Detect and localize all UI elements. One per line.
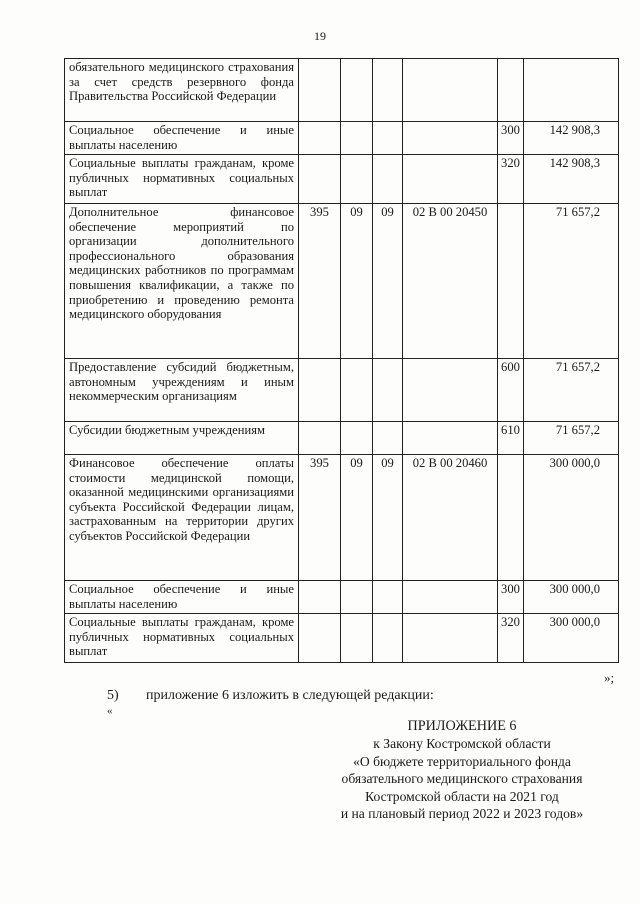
- item-text: приложение 6 изложить в следующей редакции:: [146, 688, 434, 703]
- expense-type-code: [498, 59, 524, 122]
- subsection-code: [373, 422, 403, 455]
- expense-type-code: 320: [498, 614, 524, 663]
- opening-quote: «: [107, 705, 113, 717]
- subsection-code: 09: [373, 455, 403, 581]
- table-row: [65, 155, 619, 204]
- section-code: [341, 59, 373, 122]
- admin-code: [299, 581, 341, 614]
- table-row: [65, 581, 619, 614]
- target-code: 02 В 00 20460: [403, 455, 498, 581]
- section-code: [341, 155, 373, 204]
- target-code: [403, 614, 498, 663]
- section-code: 09: [341, 204, 373, 359]
- expense-type-code: 300: [498, 581, 524, 614]
- target-code: [403, 359, 498, 422]
- expense-type-code: 300: [498, 122, 524, 155]
- subsection-code: [373, 581, 403, 614]
- admin-code: [299, 422, 341, 455]
- section-code: [341, 122, 373, 155]
- subsection-code: [373, 359, 403, 422]
- section-code: [341, 422, 373, 455]
- table-row: [65, 359, 619, 422]
- closing-quote: »;: [604, 670, 615, 685]
- page-number: 19: [314, 29, 326, 43]
- section-code: [341, 359, 373, 422]
- admin-code: [299, 155, 341, 204]
- row-name: обязательного медицинского страхования за счет средств резервного фонда Правительства Российской Федерации: [65, 59, 299, 122]
- subsection-code: [373, 59, 403, 122]
- target-code: [403, 581, 498, 614]
- amount: [524, 59, 619, 122]
- budget-table: [64, 58, 619, 663]
- target-code: [403, 122, 498, 155]
- section-code: [341, 581, 373, 614]
- amount: 300 000,0: [524, 455, 619, 581]
- appendix-header: [320, 718, 604, 822]
- target-code: [403, 59, 498, 122]
- row-name: Дополнительное финансовое обеспечение мероприятий по организации дополнительного профессионального образования медицинских работников по программам повышения квалификации, а также по приобретению и проведению ремонта медицинского оборудования: [65, 204, 299, 359]
- row-name: Социальное обеспечение и иные выплаты населению: [65, 581, 299, 614]
- row-name: Социальные выплаты гражданам, кроме публичных нормативных социальных выплат: [65, 614, 299, 663]
- expense-type-code: 610: [498, 422, 524, 455]
- admin-code: [299, 59, 341, 122]
- amount: 142 908,3: [524, 122, 619, 155]
- admin-code: 395: [299, 204, 341, 359]
- appendix-line: обязательного медицинского страхования: [341, 771, 583, 787]
- table-row: [65, 422, 619, 455]
- subsection-code: [373, 122, 403, 155]
- item-number: 5): [107, 688, 119, 703]
- row-name: Социальные выплаты гражданам, кроме публичных нормативных социальных выплат: [65, 155, 299, 204]
- amount: 300 000,0: [524, 581, 619, 614]
- expense-type-code: [498, 204, 524, 359]
- amount: 71 657,2: [524, 204, 619, 359]
- admin-code: [299, 359, 341, 422]
- target-code: [403, 155, 498, 204]
- target-code: [403, 422, 498, 455]
- subsection-code: [373, 155, 403, 204]
- row-name: Социальное обеспечение и иные выплаты населению: [65, 122, 299, 155]
- appendix-line: Костромской области на 2021 год: [365, 788, 559, 804]
- row-name: Предоставление субсидий бюджетным, автономным учреждениям и иным некоммерческим организациям: [65, 359, 299, 422]
- subsection-code: 09: [373, 204, 403, 359]
- expense-type-code: [498, 455, 524, 581]
- table-row: [65, 204, 619, 359]
- row-name: Финансовое обеспечение оплаты стоимости медицинской помощи, оказанной медицинскими организациями субъекта Российской Федерации лицам, застрахованным на территории других субъектов Российской Федерации: [65, 455, 299, 581]
- section-code: [341, 614, 373, 663]
- expense-type-code: 600: [498, 359, 524, 422]
- amount: 71 657,2: [524, 422, 619, 455]
- subsection-code: [373, 614, 403, 663]
- table-row: [65, 614, 619, 663]
- appendix-line: к Закону Костромской области: [373, 736, 551, 752]
- amount: 142 908,3: [524, 155, 619, 204]
- appendix-title: ПРИЛОЖЕНИЕ 6: [407, 718, 517, 734]
- amount: 300 000,0: [524, 614, 619, 663]
- expense-type-code: 320: [498, 155, 524, 204]
- section-code: 09: [341, 455, 373, 581]
- admin-code: [299, 614, 341, 663]
- amount: 71 657,2: [524, 359, 619, 422]
- appendix-line: «О бюджете территориального фонда: [353, 753, 571, 769]
- table-row: [65, 59, 619, 122]
- appendix-line: и на плановый период 2022 и 2023 годов»: [340, 806, 584, 822]
- table-row: [65, 455, 619, 581]
- row-name: Субсидии бюджетным учреждениям: [65, 422, 299, 455]
- admin-code: 395: [299, 455, 341, 581]
- table-row: [65, 122, 619, 155]
- target-code: 02 В 00 20450: [403, 204, 498, 359]
- admin-code: [299, 122, 341, 155]
